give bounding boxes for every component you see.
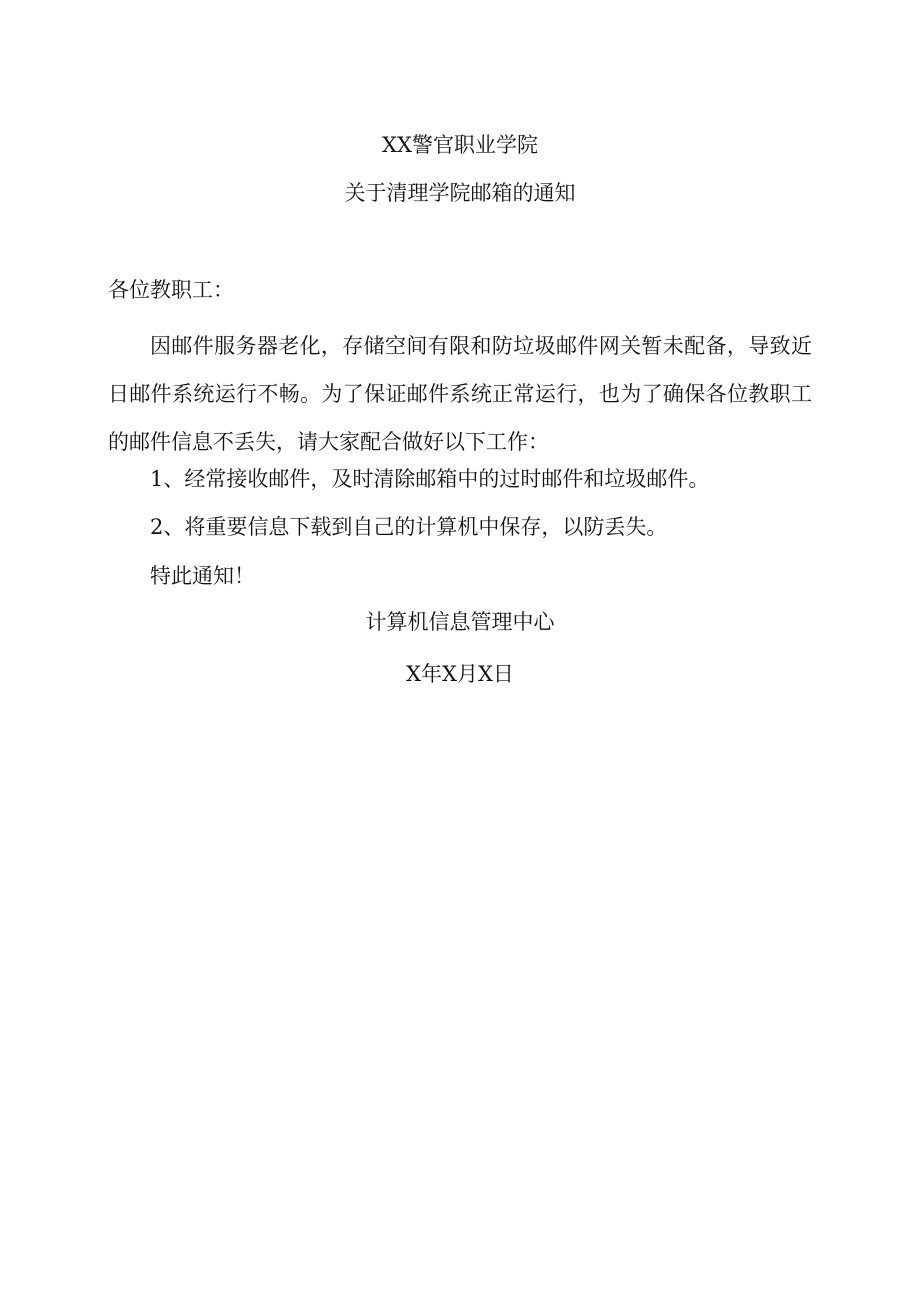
- body-paragraph: 因邮件服务器老化，存储空间有限和防垃圾邮件网关暂未配备，导致近日邮件系统运行不畅。为了保证邮件系统正常运行，也为了确保各位教职工的邮件信息不丢失，请大家配合做好以下工作：: [108, 334, 812, 454]
- document-title-institution: XX警官职业学院: [382, 133, 538, 157]
- list-item: 2、将重要信息下载到自己的计算机中保存，以防丢失。: [150, 515, 668, 539]
- document-title-notice: 关于清理学院邮箱的通知: [344, 181, 576, 205]
- salutation: 各位教职工：: [108, 278, 234, 302]
- list-item: 1、经常接收邮件，及时清除邮箱中的过时邮件和垃圾邮件。: [150, 467, 710, 491]
- signature-department: 计算机信息管理中心: [365, 610, 555, 634]
- signature-date: X年X月X日: [406, 662, 514, 686]
- closing-remark: 特此通知！: [150, 564, 255, 588]
